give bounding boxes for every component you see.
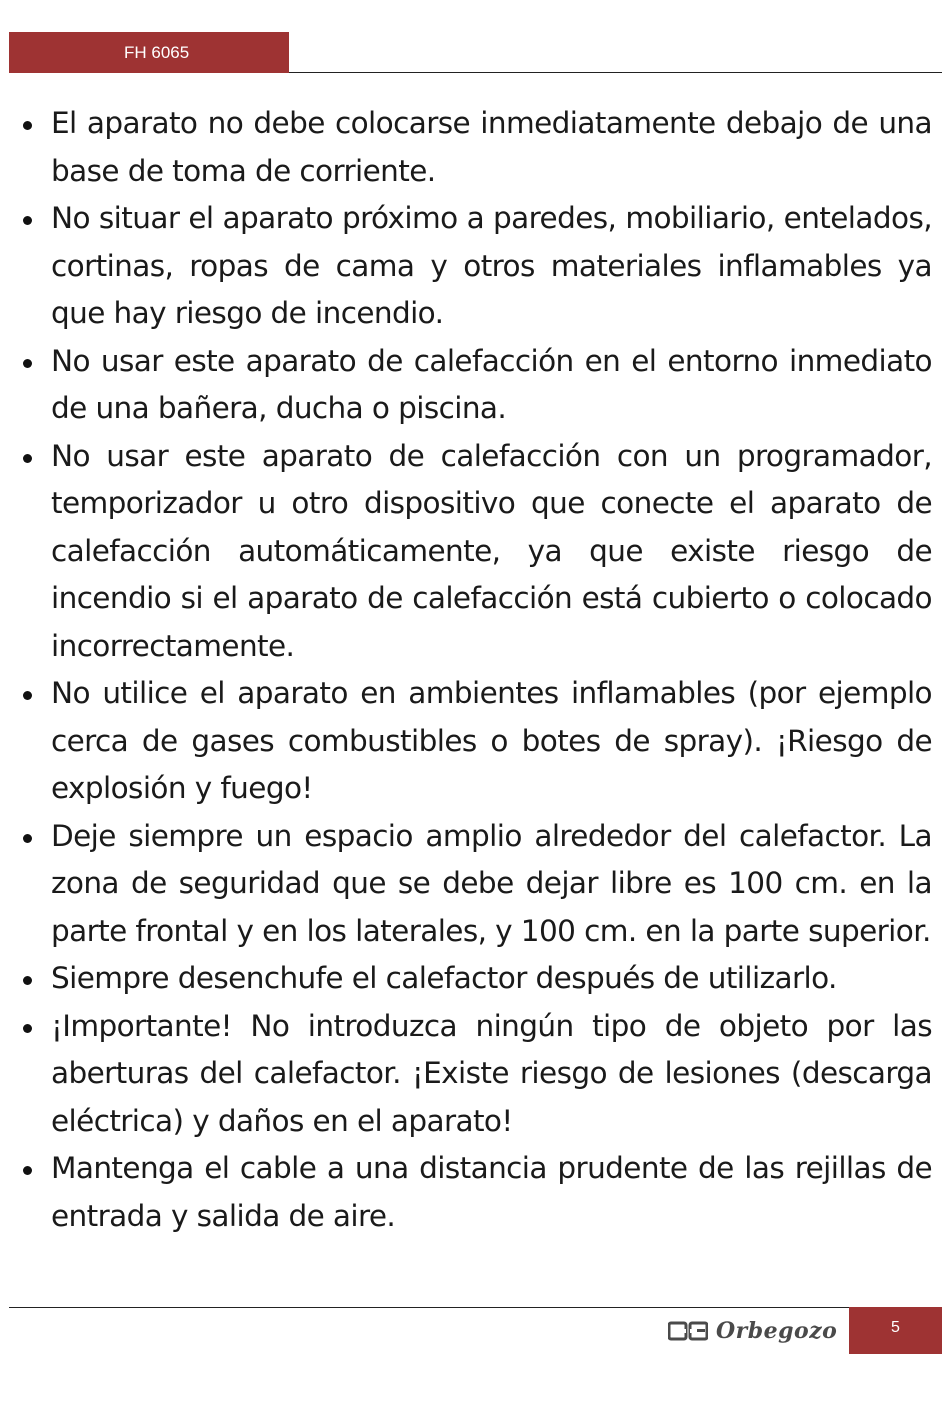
page-content xyxy=(20,100,932,1240)
warning-text: No situar el aparato próximo a paredes, mobiliario, entelados, cortinas, ropas de cama y otros materiales inflamables ya que hay riesgo de incendio. xyxy=(51,201,932,330)
bullet-icon xyxy=(23,1024,32,1033)
warning-text: ¡Importante! No introduzca ningún tipo de objeto por las aberturas del calefactor. ¡Existe riesgo de lesiones (descarga eléctrica) y daños en el aparato! xyxy=(51,1008,932,1138)
warning-text: El aparato no debe colocarse inmediatamente debajo de una base de toma de corriente. xyxy=(51,106,932,188)
warning-text: No usar este aparato de calefacción en el entorno inmediato de una bañera, ducha o piscina. xyxy=(51,343,932,425)
bullet-icon xyxy=(23,454,32,463)
warning-item xyxy=(20,670,932,813)
bullet-icon xyxy=(23,216,32,225)
footer-divider xyxy=(9,1307,849,1308)
brand-logo xyxy=(668,1316,837,1346)
warning-item xyxy=(20,955,932,1003)
warning-list xyxy=(20,100,932,1240)
warning-item xyxy=(20,100,932,195)
bullet-icon xyxy=(23,834,32,843)
warning-item xyxy=(20,338,932,433)
warning-item xyxy=(20,1003,932,1146)
page-number: 5 xyxy=(891,1319,900,1336)
bullet-icon xyxy=(23,1166,32,1175)
bullet-icon xyxy=(23,976,32,985)
bullet-icon xyxy=(23,691,32,700)
page-number-tab xyxy=(849,1307,942,1354)
warning-item xyxy=(20,195,932,338)
orbegozo-logo-icon xyxy=(668,1321,708,1341)
warning-item xyxy=(20,813,932,956)
warning-item xyxy=(20,433,932,671)
warning-text: Siempre desenchufe el calefactor después de utilizarlo. xyxy=(51,961,837,995)
brand-name: Orbegozo xyxy=(716,1318,838,1344)
warning-text: No utilice el aparato en ambientes inflamables (por ejemplo cerca de gases combustibles o botes de spray). ¡Riesgo de explosión y fuego! xyxy=(51,676,932,805)
warning-text: Deje siempre un espacio amplio alrededor del calefactor. La zona de seguridad que se debe dejar libre es 100 cm. en la parte frontal y en los laterales, y 100 cm. en la parte superior. xyxy=(51,818,932,948)
bullet-icon xyxy=(23,121,32,130)
warning-item xyxy=(20,1145,932,1240)
header-divider xyxy=(289,72,942,73)
header-model-tab xyxy=(9,32,289,73)
warning-text: Mantenga el cable a una distancia prudente de las rejillas de entrada y salida de aire. xyxy=(51,1151,932,1233)
bullet-icon xyxy=(23,359,32,368)
model-label: FH 6065 xyxy=(124,43,190,62)
warning-text: No usar este aparato de calefacción con un programador, temporizador u otro dispositivo que conecte el aparato de calefacción automáticamente, ya que existe riesgo de incendio si el aparato de calefacción está cubierto o colocado incorrectamente. xyxy=(51,438,932,663)
